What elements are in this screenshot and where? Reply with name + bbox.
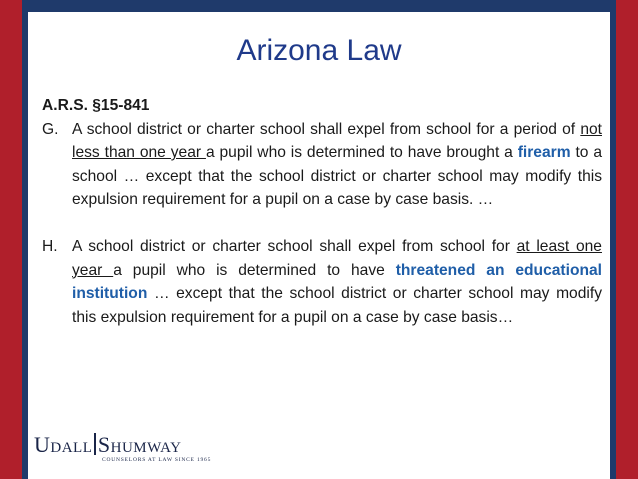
top-border-bar: [0, 0, 638, 12]
left-inner-stripe: [22, 12, 28, 479]
paragraph-g: [42, 118, 602, 212]
logo-divider: [94, 433, 96, 455]
paragraph-h-highlighted: threatened an educational institution: [72, 261, 603, 302]
paragraph-g-part3: to a school … except that the school district or charter school may modify this expulsion requirement for a pupil on a case by case basis. …: [72, 144, 603, 208]
slide-content: [34, 12, 604, 479]
paragraph-h-letter: H.: [42, 238, 58, 255]
right-border-bar: [616, 0, 638, 479]
paragraph-h: [42, 235, 602, 329]
firm-logo: [34, 432, 234, 476]
paragraph-h-part1: A school district or charter school shall expel from school for: [72, 238, 517, 255]
paragraph-g-part1: A school district or charter school shall expel from school for a period of: [72, 120, 581, 138]
paragraph-h-part3: … except that the school district or charter school may modify this expulsion requirement for a pupil on a case by case basis…: [72, 285, 602, 326]
paragraph-g-letter: G.: [42, 120, 59, 138]
paragraph-g-highlighted: firearm: [517, 144, 571, 161]
paragraph-h-part2: a pupil who is determined to have: [113, 261, 396, 279]
paragraph-spacer: [42, 212, 602, 236]
slide-title: Arizona Law: [236, 34, 402, 67]
firm-logo-name-right: Shumway: [97, 432, 182, 457]
firm-logo-tagline: COUNSELORS AT LAW SINCE 1965: [102, 457, 212, 463]
paragraph-g-part2: a pupil who is determined to have brought a: [205, 144, 518, 161]
paragraph-g-text: [72, 118, 602, 212]
left-border-bar: [0, 0, 22, 479]
firm-logo-name-left: Udall: [34, 432, 93, 457]
statute-body: [42, 94, 602, 329]
firm-logo-name: [34, 432, 181, 458]
paragraph-h-text: [72, 235, 602, 329]
paragraph-h-underlined: at least one year: [72, 238, 602, 279]
statute-reference: A.R.S. §15-841: [42, 97, 150, 114]
right-inner-stripe: [610, 12, 616, 479]
paragraph-g-underlined: not less than one year: [72, 120, 602, 161]
